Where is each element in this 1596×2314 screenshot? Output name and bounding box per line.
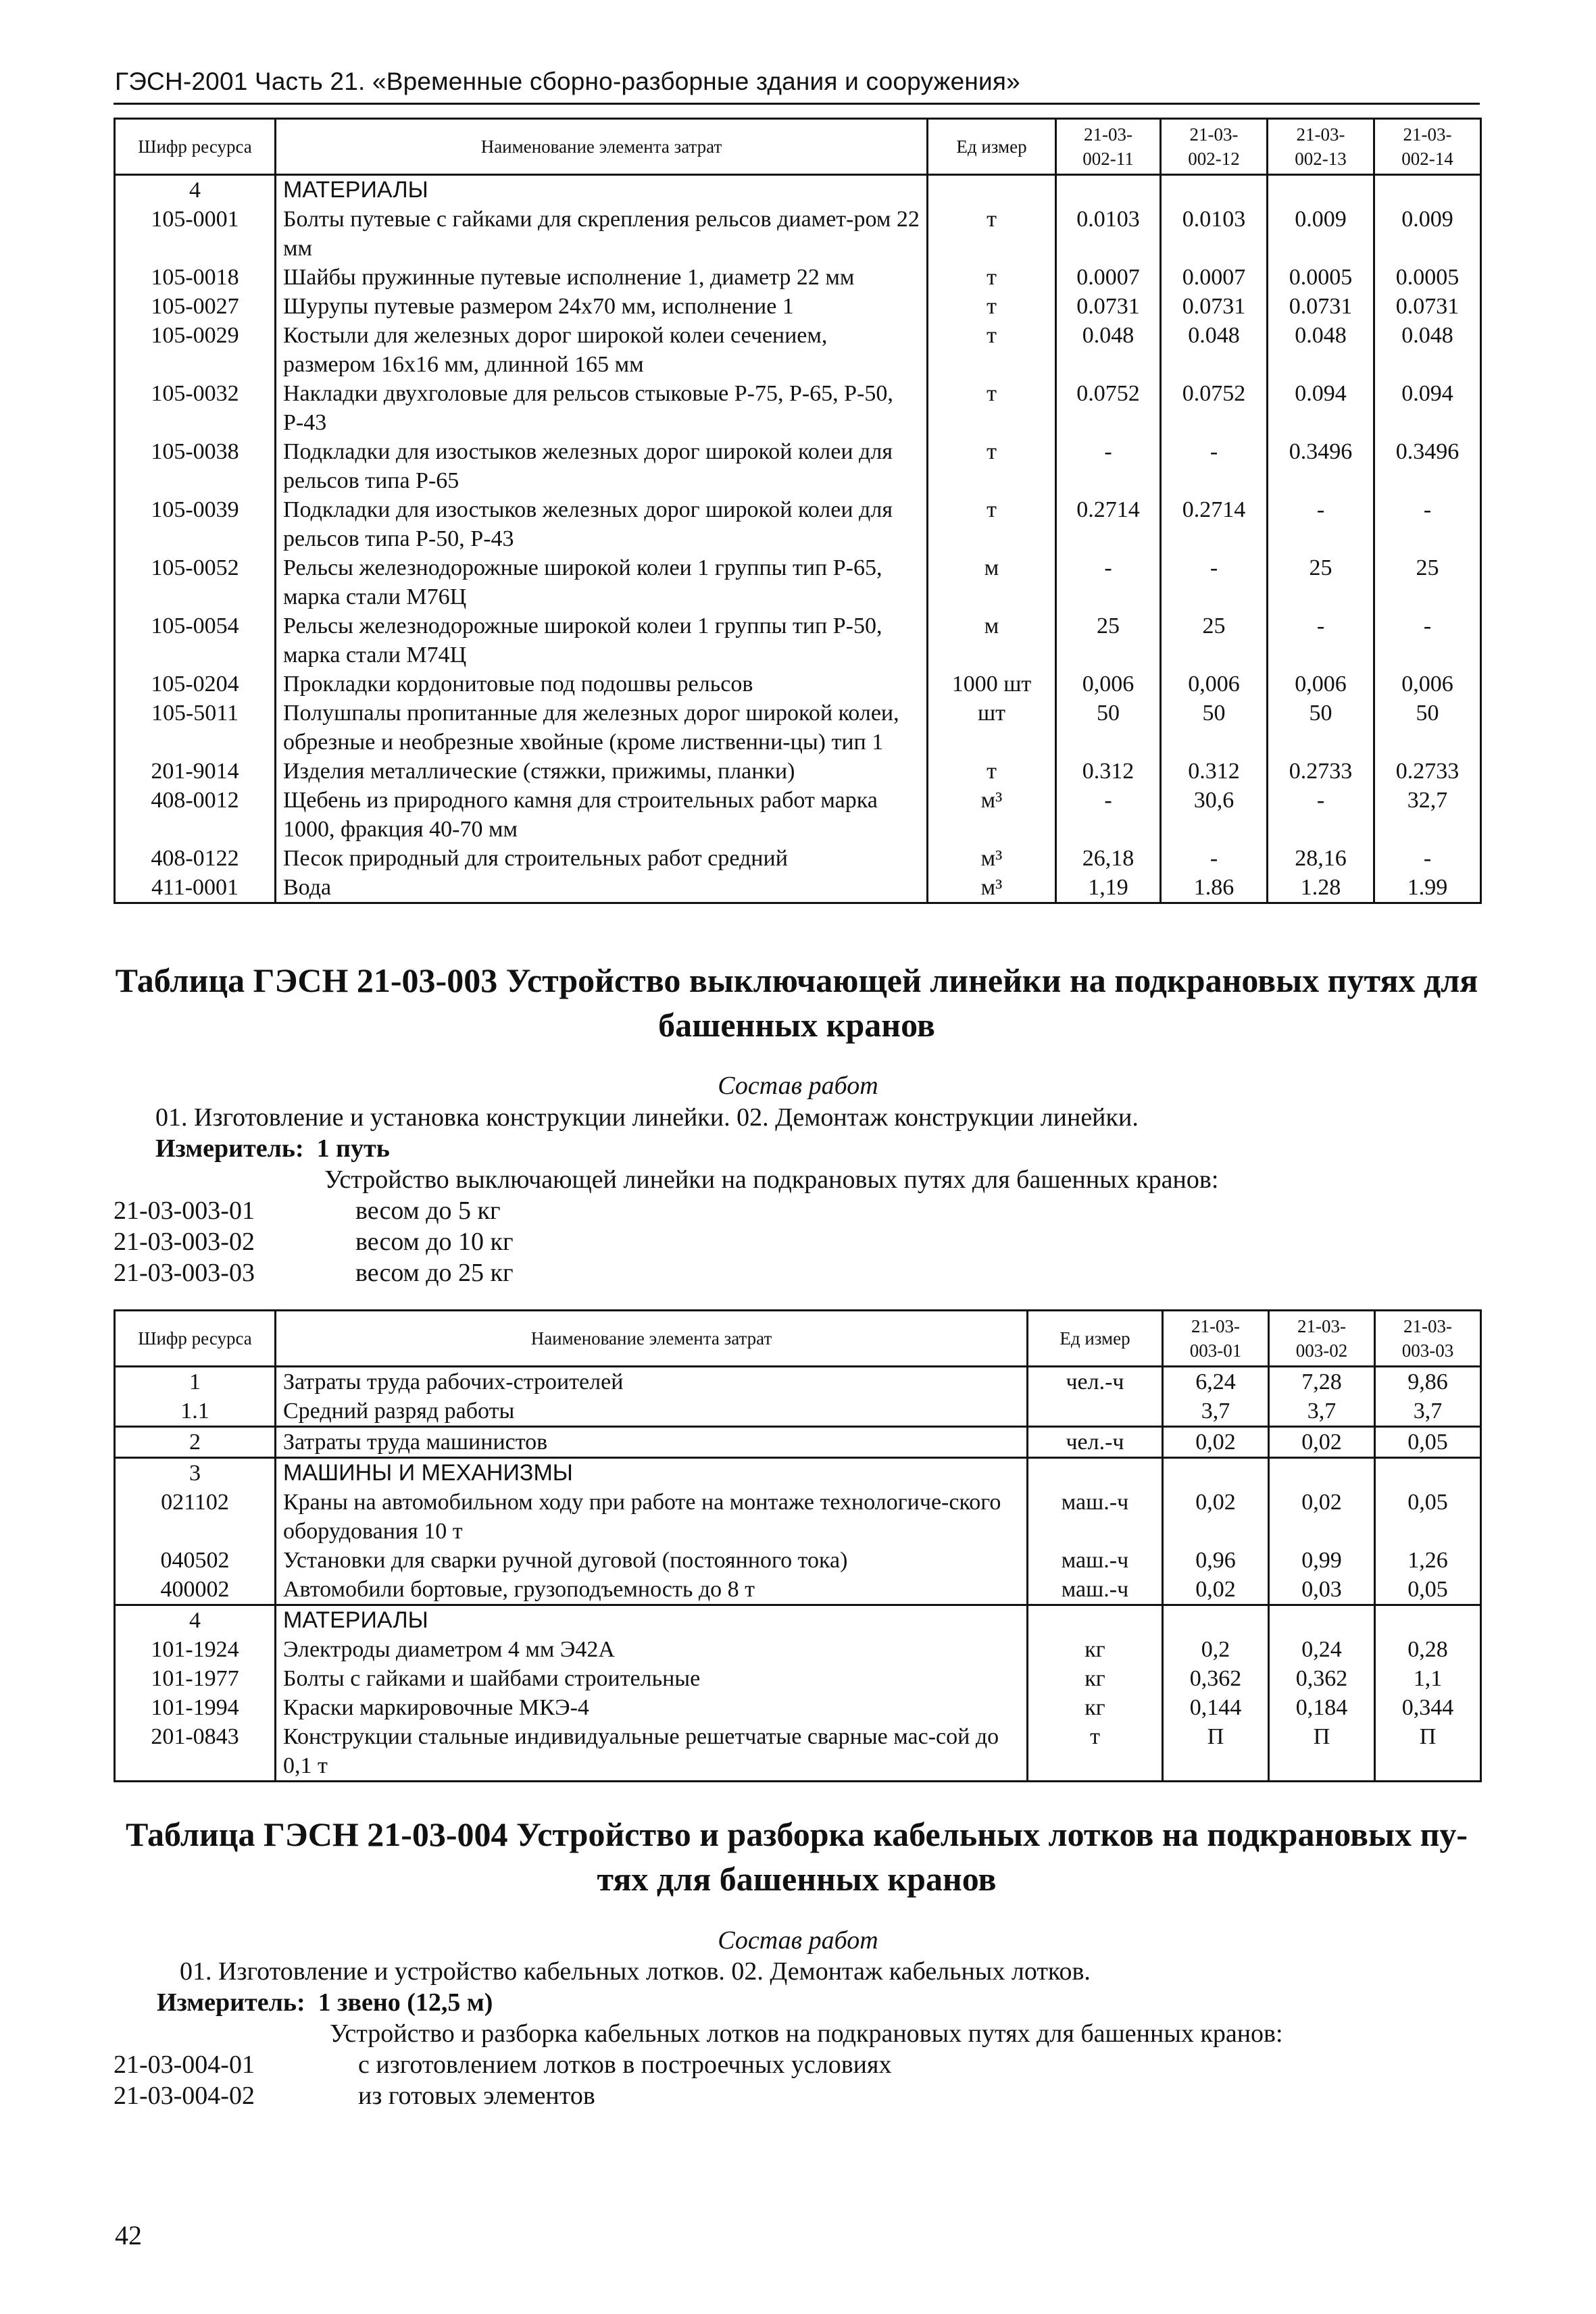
work-steps: 01. Изготовление и установка конструкции линейки. 02. Демонтаж конструкции линейки.: [155, 1103, 1139, 1132]
norm-value: 0,362: [1163, 1664, 1269, 1693]
header-norm: 21-03- 002-12: [1161, 119, 1268, 175]
norm-value: 0.2714: [1161, 495, 1268, 553]
norm-value: 0,006: [1268, 670, 1374, 699]
header-norm: 21-03- 003-02: [1269, 1311, 1375, 1367]
work-composition-label: Состав работ: [718, 1072, 878, 1100]
resource-unit: маш.-ч: [1028, 1488, 1163, 1546]
resource-code: 1: [115, 1367, 276, 1397]
resource-unit: т: [928, 263, 1056, 292]
table-row: [115, 1635, 1481, 1664]
table-title-line: башенных кранов: [658, 1006, 935, 1044]
norm-value: 28,16: [1268, 844, 1374, 873]
norm-value: 0,02: [1269, 1427, 1375, 1458]
resource-code: 105-5011: [115, 699, 276, 757]
norm-value: -: [1161, 553, 1268, 611]
resource-unit: 1000 шт: [928, 670, 1056, 699]
norm-value: 0.0752: [1056, 379, 1161, 437]
table-row: [115, 1722, 1481, 1782]
norm-value: -: [1161, 844, 1268, 873]
resource-name: Подкладки для изостыков железных дорог широкой колеи для рельсов типа Р-50, Р-43: [276, 495, 928, 553]
norm-code: 21-03-003-03: [114, 1259, 255, 1287]
norm-value: -: [1268, 611, 1374, 670]
norm-value: 0.048: [1268, 321, 1374, 379]
norm-code: 21-03-003-02: [114, 1228, 255, 1256]
norm-code: 21-03-003-01: [114, 1197, 255, 1225]
table-row: [115, 611, 1481, 670]
norm-value: -: [1374, 495, 1481, 553]
norm-value: 0,03: [1269, 1575, 1375, 1605]
resource-name: Средний разряд работы: [276, 1397, 1028, 1427]
norm-value: 0.312: [1056, 757, 1161, 786]
table-row: [115, 205, 1481, 263]
norm-value: 26,18: [1056, 844, 1161, 873]
resource-name: Болты путевые с гайками для скрепления рельсов диамет-ром 22 мм: [276, 205, 928, 263]
resource-unit: [1028, 1397, 1163, 1427]
resource-unit: м³: [928, 844, 1056, 873]
norm-value: -: [1268, 786, 1374, 844]
resource-code: 2: [115, 1427, 276, 1458]
norm-value: -: [1268, 495, 1374, 553]
header-norm: 21-03- 003-01: [1163, 1311, 1269, 1367]
norm-value: 0,05: [1375, 1488, 1481, 1546]
resource-name: МАТЕРИАЛЫ: [276, 175, 928, 205]
norm-value: 0,184: [1269, 1693, 1375, 1722]
norm-value: 0,24: [1269, 1635, 1375, 1664]
resource-name: Изделия металлические (стяжки, прижимы, планки): [276, 757, 928, 786]
resource-code: 201-0843: [115, 1722, 276, 1782]
norm-value: -: [1161, 437, 1268, 495]
norm-value: 0,02: [1163, 1427, 1269, 1458]
resource-code: 4: [115, 1605, 276, 1636]
norm-value: 0.0103: [1161, 205, 1268, 263]
norm-value: 0.048: [1056, 321, 1161, 379]
norm-value: 50: [1161, 699, 1268, 757]
resource-name: Шурупы путевые размером 24x70 мм, исполнение 1: [276, 292, 928, 321]
resource-table-21-03-003: [114, 1309, 1482, 1782]
norm-value: 0.0103: [1056, 205, 1161, 263]
resource-code: 105-0038: [115, 437, 276, 495]
norm-value: 1,19: [1056, 873, 1161, 903]
work-steps: 01. Изготовление и устройство кабельных лотков. 02. Демонтаж кабельных лотков.: [180, 1957, 1091, 1986]
norm-value: -: [1374, 844, 1481, 873]
norm-value: [1163, 1605, 1269, 1636]
norm-value: 0.009: [1268, 205, 1374, 263]
resource-unit: кг: [1028, 1664, 1163, 1693]
norm-value: [1161, 175, 1268, 205]
norm-value: 6,24: [1163, 1367, 1269, 1397]
running-header: ГЭСН-2001 Часть 21. «Временные сборно-разборные здания и сооружения»: [115, 68, 1020, 95]
resource-code: 101-1977: [115, 1664, 276, 1693]
norm-value: -: [1056, 553, 1161, 611]
resource-code: 101-1924: [115, 1635, 276, 1664]
norm-value: 0.094: [1268, 379, 1374, 437]
resource-unit: [1028, 1605, 1163, 1636]
resource-unit: т: [928, 437, 1056, 495]
norm-value: 0,006: [1374, 670, 1481, 699]
norm-value: 0.0005: [1268, 263, 1374, 292]
norm-value: -: [1056, 437, 1161, 495]
resource-code: 105-0029: [115, 321, 276, 379]
norm-value: 25: [1268, 553, 1374, 611]
resource-code: 201-9014: [115, 757, 276, 786]
norm-value: 0.094: [1374, 379, 1481, 437]
resource-name: Установки для сварки ручной дуговой (постоянного тока): [276, 1546, 1028, 1575]
measure-label: Измеритель:: [155, 1134, 304, 1163]
resource-unit: т: [928, 495, 1056, 553]
resource-unit: т: [928, 321, 1056, 379]
norm-value: 0,006: [1161, 670, 1268, 699]
norm-value: 0,2: [1163, 1635, 1269, 1664]
table-row: [115, 757, 1481, 786]
table-row: [115, 1575, 1481, 1605]
header-unit: Ед измер: [928, 119, 1056, 175]
resource-unit: чел.-ч: [1028, 1427, 1163, 1458]
resource-code: 105-0052: [115, 553, 276, 611]
norm-value: 3,7: [1163, 1397, 1269, 1427]
norm-value: 0.2714: [1056, 495, 1161, 553]
header-norm: 21-03- 002-11: [1056, 119, 1161, 175]
resource-name: Автомобили бортовые, грузоподъемность до 8 т: [276, 1575, 1028, 1605]
norm-value: [1056, 175, 1161, 205]
resource-name: МАШИНЫ И МЕХАНИЗМЫ: [276, 1458, 1028, 1488]
measure-label: Измеритель:: [157, 1988, 305, 2017]
norm-value: [1375, 1605, 1481, 1636]
norm-value: 30,6: [1161, 786, 1268, 844]
norm-value: 0,05: [1375, 1427, 1481, 1458]
norm-value: 0,344: [1375, 1693, 1481, 1722]
norm-value: 1.28: [1268, 873, 1374, 903]
norm-value: 0.3496: [1374, 437, 1481, 495]
resource-name: Конструкции стальные индивидуальные решетчатые сварные мас-сой до 0,1 т: [276, 1722, 1028, 1782]
norm-value: 0.2733: [1268, 757, 1374, 786]
norm-value: 1,1: [1375, 1664, 1481, 1693]
norm-value: [1375, 1458, 1481, 1488]
norm-value: 0.0731: [1056, 292, 1161, 321]
norm-value: -: [1374, 611, 1481, 670]
norm-value: 25: [1161, 611, 1268, 670]
header-norm: 21-03- 002-13: [1268, 119, 1374, 175]
resource-name: Шайбы пружинные путевые исполнение 1, диаметр 22 мм: [276, 263, 928, 292]
norm-value: 0.0731: [1161, 292, 1268, 321]
resource-unit: т: [928, 757, 1056, 786]
resource-name: Накладки двухголовые для рельсов стыковые Р-75, Р-65, Р-50, Р-43: [276, 379, 928, 437]
norm-value: 0.3496: [1268, 437, 1374, 495]
norm-value: П: [1375, 1722, 1481, 1782]
resource-unit: т: [928, 292, 1056, 321]
table-row: [115, 379, 1481, 437]
resource-unit: маш.-ч: [1028, 1546, 1163, 1575]
table-row: [115, 553, 1481, 611]
resource-code: 040502: [115, 1546, 276, 1575]
resource-code: 408-0122: [115, 844, 276, 873]
table-row: [115, 263, 1481, 292]
norm-value: 0,02: [1269, 1488, 1375, 1546]
header-name: Наименование элемента затрат: [276, 119, 928, 175]
norm-value: П: [1163, 1722, 1269, 1782]
page-number: 42: [115, 2220, 142, 2250]
resource-name: МАТЕРИАЛЫ: [276, 1605, 1028, 1636]
table-row: [115, 495, 1481, 553]
resource-unit: шт: [928, 699, 1056, 757]
norm-value: 9,86: [1375, 1367, 1481, 1397]
norm-description: весом до 5 кг: [355, 1197, 501, 1225]
resource-unit: кг: [1028, 1635, 1163, 1664]
resource-name: Полушпалы пропитанные для железных дорог широкой колеи, обрезные и необрезные хвойные (кроме лиственни-цы) тип 1: [276, 699, 928, 757]
table-row: [115, 1664, 1481, 1693]
table-row: [115, 321, 1481, 379]
table-row: [115, 1427, 1481, 1458]
norm-value: 0,144: [1163, 1693, 1269, 1722]
resource-code: 105-0027: [115, 292, 276, 321]
table-row: [115, 786, 1481, 844]
resource-name: Щебень из природного камня для строительных работ марка 1000, фракция 40-70 мм: [276, 786, 928, 844]
norm-value: 0,02: [1163, 1575, 1269, 1605]
norm-value: 0.0005: [1374, 263, 1481, 292]
resource-unit: [1028, 1458, 1163, 1488]
resource-code: 021102: [115, 1488, 276, 1546]
resource-code: 101-1994: [115, 1693, 276, 1722]
norm-value: 1.86: [1161, 873, 1268, 903]
header-rule: [114, 103, 1480, 105]
norm-value: 3,7: [1375, 1397, 1481, 1427]
resource-code: 105-0001: [115, 205, 276, 263]
header-name: Наименование элемента затрат: [276, 1311, 1028, 1367]
resource-name: Электроды диаметром 4 мм Э42А: [276, 1635, 1028, 1664]
resource-name: Прокладки кордонитовые под подошвы рельсов: [276, 670, 928, 699]
resource-code: 1.1: [115, 1397, 276, 1427]
norm-value: 0.048: [1161, 321, 1268, 379]
table-row: [115, 1397, 1481, 1427]
resource-name: Затраты труда рабочих-строителей: [276, 1367, 1028, 1397]
norms-intro: Устройство выключающей линейки на подкрановых путях для башенных кранов:: [324, 1165, 1219, 1194]
resource-code: 105-0054: [115, 611, 276, 670]
resource-code: 411-0001: [115, 873, 276, 903]
header-norm: 21-03- 003-03: [1375, 1311, 1481, 1367]
resource-name: Рельсы железнодорожные широкой колеи 1 группы тип Р-65, марка стали М76Ц: [276, 553, 928, 611]
table-title-line: Таблица ГЭСН 21-03-003 Устройство выключающей линейки на подкрановых путях для: [115, 961, 1478, 999]
resource-name: Краны на автомобильном ходу при работе на монтаже технологиче-ского оборудования 10 т: [276, 1488, 1028, 1546]
table-row: [115, 670, 1481, 699]
resource-unit: чел.-ч: [1028, 1367, 1163, 1397]
norm-value: П: [1269, 1722, 1375, 1782]
header-unit: Ед измер: [1028, 1311, 1163, 1367]
header-code: Шифр ресурса: [115, 1311, 276, 1367]
resource-unit: м: [928, 611, 1056, 670]
norm-value: 0,96: [1163, 1546, 1269, 1575]
resource-table-21-03-002: [114, 118, 1482, 904]
resource-code: 3: [115, 1458, 276, 1488]
norm-value: [1163, 1458, 1269, 1488]
measure-line: [157, 1988, 493, 2017]
norm-value: 0.312: [1161, 757, 1268, 786]
table-row: [115, 292, 1481, 321]
measure-value: 1 звено (12,5 м): [318, 1988, 493, 2017]
table-row: [115, 1367, 1481, 1397]
resource-unit: маш.-ч: [1028, 1575, 1163, 1605]
norm-value: -: [1056, 786, 1161, 844]
norm-value: 1,26: [1375, 1546, 1481, 1575]
resource-code: 105-0039: [115, 495, 276, 553]
resource-unit: т: [928, 205, 1056, 263]
norm-value: 50: [1374, 699, 1481, 757]
measure-line: [155, 1134, 390, 1163]
resource-code: 105-0018: [115, 263, 276, 292]
norm-value: 0.2733: [1374, 757, 1481, 786]
norm-value: 7,28: [1269, 1367, 1375, 1397]
table-title-line: тях для башенных кранов: [597, 1860, 997, 1898]
resource-unit: кг: [1028, 1693, 1163, 1722]
norm-value: 0.009: [1374, 205, 1481, 263]
norm-value: 0.0007: [1161, 263, 1268, 292]
norm-value: 3,7: [1269, 1397, 1375, 1427]
section-row: [115, 1458, 1481, 1488]
resource-name: Песок природный для строительных работ средний: [276, 844, 928, 873]
norm-description: с изготовлением лотков в построечных условиях: [358, 2051, 892, 2079]
section-row: [115, 175, 1481, 205]
resource-code: 105-0204: [115, 670, 276, 699]
resource-unit: м³: [928, 786, 1056, 844]
resource-name: Подкладки для изостыков железных дорог широкой колеи для рельсов типа Р-65: [276, 437, 928, 495]
norm-value: 0,28: [1375, 1635, 1481, 1664]
work-composition-label: Состав работ: [718, 1926, 878, 1955]
table-title-line: Таблица ГЭСН 21-03-004 Устройство и разборка кабельных лотков на подкрановых пу-: [125, 1815, 1468, 1853]
measure-value: 1 путь: [316, 1134, 390, 1163]
norm-code: 21-03-004-02: [114, 2082, 255, 2110]
section-row: [115, 1605, 1481, 1636]
resource-name: Вода: [276, 873, 928, 903]
norm-value: 32,7: [1374, 786, 1481, 844]
norms-intro: Устройство и разборка кабельных лотков на подкрановых путях для башенных кранов:: [330, 2019, 1283, 2048]
norm-value: 0.048: [1374, 321, 1481, 379]
resource-code: 105-0032: [115, 379, 276, 437]
resource-unit: м: [928, 553, 1056, 611]
resource-name: Затраты труда машинистов: [276, 1427, 1028, 1458]
norm-value: [1374, 175, 1481, 205]
resource-unit: т: [928, 379, 1056, 437]
resource-name: Рельсы железнодорожные широкой колеи 1 группы тип Р-50, марка стали М74Ц: [276, 611, 928, 670]
norm-value: [1269, 1605, 1375, 1636]
norm-value: 0,02: [1163, 1488, 1269, 1546]
table-title-21-03-003: [114, 958, 1480, 1047]
resource-code: 408-0012: [115, 786, 276, 844]
table-row: [115, 873, 1481, 903]
table-header-row: [115, 119, 1481, 175]
norm-value: 50: [1056, 699, 1161, 757]
resource-code: 4: [115, 175, 276, 205]
norm-value: [1268, 175, 1374, 205]
resource-unit: [928, 175, 1056, 205]
norm-value: 0,362: [1269, 1664, 1375, 1693]
resource-name: Костыли для железных дорог широкой колеи сечением, размером 16x16 мм, длинной 165 мм: [276, 321, 928, 379]
table-row: [115, 1693, 1481, 1722]
table-row: [115, 699, 1481, 757]
norm-value: 1.99: [1374, 873, 1481, 903]
header-norm: 21-03- 002-14: [1374, 119, 1481, 175]
table-row: [115, 1488, 1481, 1546]
norm-value: 0.0731: [1374, 292, 1481, 321]
table-title-21-03-004: [114, 1812, 1480, 1901]
norm-value: 25: [1374, 553, 1481, 611]
table-row: [115, 844, 1481, 873]
norm-description: из готовых элементов: [358, 2082, 595, 2110]
resource-unit: т: [1028, 1722, 1163, 1782]
norm-value: 0,006: [1056, 670, 1161, 699]
norm-value: 50: [1268, 699, 1374, 757]
norm-description: весом до 10 кг: [355, 1228, 514, 1256]
norm-value: 0,05: [1375, 1575, 1481, 1605]
norm-value: 0,99: [1269, 1546, 1375, 1575]
table-row: [115, 1546, 1481, 1575]
norm-value: 0.0731: [1268, 292, 1374, 321]
header-code: Шифр ресурса: [115, 119, 276, 175]
resource-unit: м³: [928, 873, 1056, 903]
norm-value: 0.0007: [1056, 263, 1161, 292]
norm-code: 21-03-004-01: [114, 2051, 255, 2079]
resource-name: Болты с гайками и шайбами строительные: [276, 1664, 1028, 1693]
norm-value: [1269, 1458, 1375, 1488]
norm-value: 0.0752: [1161, 379, 1268, 437]
table-header-row: [115, 1311, 1481, 1367]
resource-code: 400002: [115, 1575, 276, 1605]
norm-value: 25: [1056, 611, 1161, 670]
table-row: [115, 437, 1481, 495]
norm-description: весом до 25 кг: [355, 1259, 514, 1287]
resource-name: Краски маркировочные МКЭ-4: [276, 1693, 1028, 1722]
